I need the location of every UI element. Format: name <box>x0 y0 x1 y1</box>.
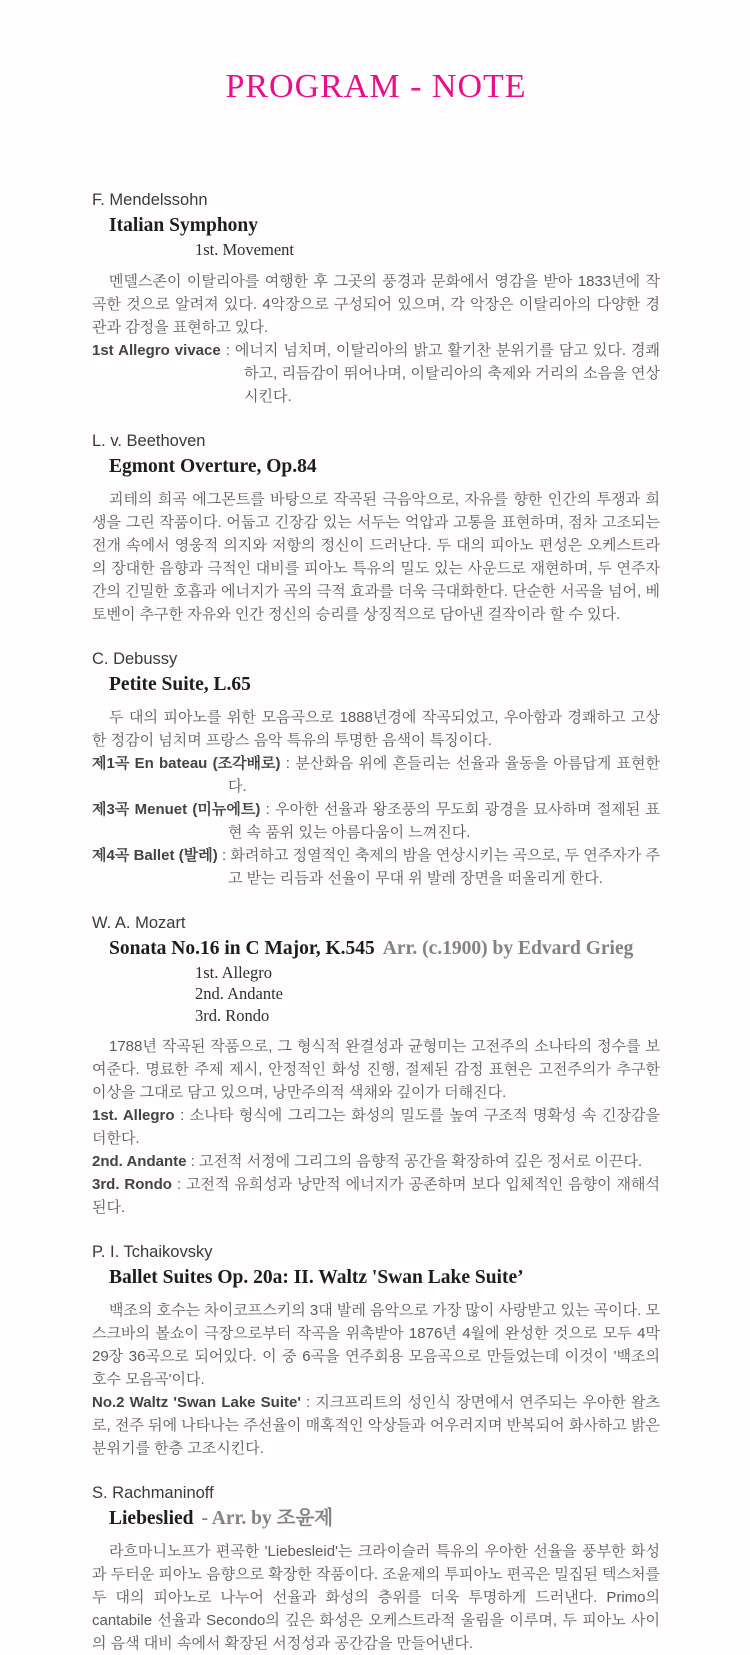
entry-separator: : <box>217 846 231 864</box>
composer-name: S. Rachmaninoff <box>92 1484 214 1502</box>
entry-separator: : <box>171 1176 186 1193</box>
work-title-arranger: - Arr. by 조윤제 <box>201 1508 334 1529</box>
composer-name: L. v. Beethoven <box>92 431 206 450</box>
entry-label: 2nd. Andante <box>92 1153 187 1170</box>
composer-name: F. Mendelssohn <box>92 191 208 209</box>
entry-separator: : <box>186 1153 199 1170</box>
work-title <box>109 672 660 697</box>
section-beethoven <box>92 431 660 626</box>
entry-label: 1st. Allegro <box>92 1107 175 1124</box>
entry-description: 고전적 서정에 그리그의 음향적 공간을 확장하여 깊은 정서로 이끈다. <box>198 1153 643 1170</box>
composer-name: P. I. Tchaikovsky <box>92 1243 213 1261</box>
work-title-arranger: Arr. (c.1900) by Edvard Grieg <box>382 937 634 959</box>
program-sections <box>92 190 660 1655</box>
movement-note <box>92 798 660 844</box>
work-title <box>109 1506 660 1531</box>
entry-description: 우아한 선율과 왕조풍의 무도회 광경을 묘사하며 절제된 표현 속 품위 있는 아름다움이 느껴진다. <box>228 800 660 841</box>
entry-description: 화려하고 정열적인 축제의 밤을 연상시키는 곡으로, 두 연주자가 주고 받는 리듬과 선율이 무대 위 발레 장면을 떠올리게 한다. <box>228 846 660 887</box>
composer-name: W. A. Mozart <box>92 913 186 932</box>
entry-label: 제1곡 En bateau (조각배로) <box>92 754 281 772</box>
section-mozart <box>92 913 660 1220</box>
section-tchaikovsky <box>92 1242 660 1460</box>
entry-label: 1st Allegro vivace <box>92 341 221 359</box>
work-title <box>109 936 660 961</box>
section-intro: 멘델스존이 이탈리아를 여행한 후 그곳의 풍경과 문화에서 영감을 받아 1833년에 작곡한 것으로 알려져 있다. 4악장으로 구성되어 있으며, 각 악장은 이탈리아의 다양한 경관과 감정을 표현하고 있다. <box>92 272 660 336</box>
movement-note <box>92 1173 660 1219</box>
entry-label: 제4곡 Ballet (발레) <box>92 846 218 864</box>
section-debussy <box>92 649 660 890</box>
work-title <box>109 213 660 238</box>
section-intro: 라흐마니노프가 편곡한 'Liebesleid'는 크라이슬러 특유의 우아한 선율을 풍부한 화성과 두터운 피아노 음향으로 확장한 작품이다. 조윤제의 투피아노 편곡은 밀집된 텍스처를 두 대의 피아노로 나누어 선율과 화성의 층위를 더욱 투명하게 드러낸다. Primo의 cantabile 선율과 Secondo의 깊은 화성은 오케스트라적 울림을 이루며, 두 피아노 사이의 음색 대비 속에서 확장된 서정성과 공간감을 만들어낸다. <box>92 1543 660 1652</box>
section-intro: 괴테의 희곡 에그몬트를 바탕으로 작곡된 극음악으로, 자유를 향한 인간의 투쟁과 희생을 그린 작품이다. 어둡고 긴장감 있는 서두는 억압과 고통을 표현하며, 점차 고조되는 전개 속에서 영웅적 의지와 저항의 정신이 드러난다. 두 대의 피아노 편성은 오케스트라의 장대한 음향과 극적인 대비를 피아노 특유의 밀도 있는 사운드로 재현하며, 두 연주자 간의 긴밀한 호흡과 에너지가 곡의 극적 효과를 더욱 극대화한다. 단순한 서곡을 넘어, 베토벤이 추구한 자유와 인간 정신의 승리를 상징적으로 담아낸 걸작이라 할 수 있다. <box>92 490 660 623</box>
entry-label: 3rd. Rondo <box>92 1176 172 1193</box>
entry-description: 지크프리트의 성인식 장면에서 연주되는 우아한 왈츠로, 전주 뒤에 나타나는 주선율이 매혹적인 악상들과 어우러지며 반복되어 화사하고 밝은 분위기를 한층 고조시킨다. <box>92 1394 660 1457</box>
work-title-main: Egmont Overture, Op.84 <box>109 455 317 477</box>
movement-note <box>92 844 660 890</box>
movement-note <box>92 1391 660 1460</box>
work-title-main: Ballet Suites Op. 20a: II. Waltz 'Swan Lake Suite’ <box>109 1267 524 1288</box>
section-intro: 백조의 호수는 차이코프스키의 3대 발레 음악으로 가장 많이 사랑받고 있는 곡이다. 모스크바의 볼쇼이 극장으로부터 작곡을 위촉받아 1876년 4월에 완성한 것으로 모두 4막 29장 36곡으로 되어있다. 이 중 6곡을 연주회용 모음곡으로 만들었는데 이것이 '백조의 호수 모음곡'이다. <box>92 1302 661 1388</box>
section-intro: 두 대의 피아노를 위한 모음곡으로 1888년경에 작곡되었고, 우아함과 경쾌하고 고상한 정감이 넘치며 프랑스 음악 특유의 투명한 음색이 특징이다. <box>92 708 660 749</box>
movement-item: 3rd. Rondo <box>195 1005 270 1025</box>
movement-note <box>92 1150 660 1173</box>
movement-item: 1st. Allegro <box>195 962 272 982</box>
work-title-main: Sonata No.16 in C Major, K.545 <box>109 937 375 959</box>
composer-name: C. Debussy <box>92 649 178 668</box>
movement-note <box>92 752 660 798</box>
entry-separator: : <box>174 1107 190 1124</box>
movement-list <box>195 239 660 261</box>
entry-label: 제3곡 Menuet (미뉴에트) <box>92 800 261 818</box>
movement-item: 2nd. Andante <box>195 984 283 1003</box>
entry-description: 소나타 형식에 그리그는 화성의 밀도를 높여 구조적 명확성 속 긴장감을 더한다. <box>92 1107 660 1147</box>
work-title <box>109 454 660 479</box>
section-rachmaninoff <box>92 1483 660 1655</box>
entry-description: 분산화음 위에 흔들리는 선율과 율동을 아름답게 표현한다. <box>228 754 660 795</box>
movement-note <box>92 1104 660 1150</box>
work-title-main: Italian Symphony <box>109 215 259 236</box>
entry-label: No.2 Waltz 'Swan Lake Suite' <box>92 1394 301 1411</box>
work-title-main: Petite Suite, L.65 <box>109 673 251 695</box>
movement-list <box>195 962 660 1027</box>
entry-description: 에너지 넘치며, 이탈리아의 밝고 활기찬 분위기를 담고 있다. 경쾌하고, 리듬감이 뛰어나며, 이탈리아의 축제와 거리의 소음을 연상시킨다. <box>234 341 660 405</box>
movement-item: 1st. Movement <box>195 240 294 259</box>
entry-separator: : <box>220 341 235 359</box>
work-title-main: Liebeslied <box>109 1508 194 1529</box>
page-title: PROGRAM - NOTE <box>225 68 527 105</box>
entry-separator: : <box>300 1394 316 1411</box>
entry-separator: : <box>280 754 296 772</box>
movement-note <box>92 339 660 408</box>
entry-separator: : <box>260 800 276 818</box>
work-title <box>109 1265 660 1290</box>
entry-description: 고전적 유희성과 낭만적 에너지가 공존하며 보다 입체적인 음향이 재해석된다. <box>92 1176 660 1216</box>
section-intro: 1788년 작곡된 작품으로, 그 형식적 완결성과 균형미는 고전주의 소나타의 정수를 보여준다. 명료한 주제 제시, 안정적인 화성 진행, 절제된 감정 표현은 고전주의가 추구한 이상을 그대로 담고 있으며, 낭만주의적 색채와 깊이가 더해진다. <box>92 1038 660 1101</box>
section-mendelssohn <box>92 190 660 408</box>
